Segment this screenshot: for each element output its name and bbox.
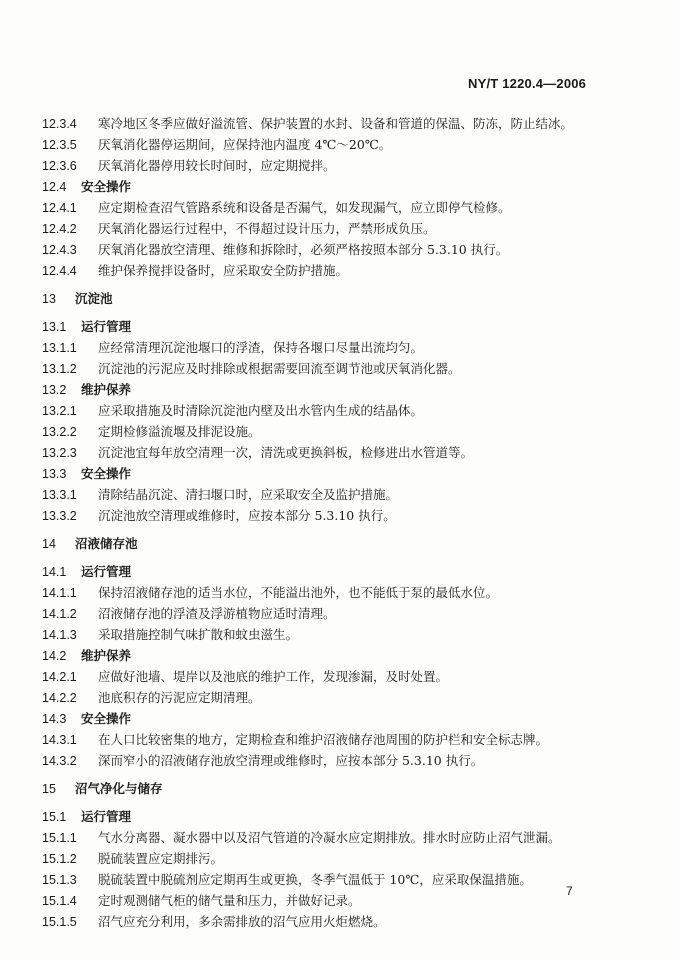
clause-text: 定期检修溢流堰及排泥设施。 [98, 424, 261, 439]
clause-12-4-2 [42, 219, 436, 237]
clause-text: 沉淀池宜每年放空清理一次，清洗或更换斜板，检修进出水管道等。 [98, 445, 474, 460]
clause-number: 12.3.5 [42, 138, 77, 152]
section-title: 安全操作 [81, 179, 132, 194]
clause-14-1-2 [42, 604, 336, 622]
clause-13-3-1 [42, 485, 398, 503]
clause-number: 12.4.1 [42, 201, 77, 215]
clause-13-1-2 [42, 359, 461, 377]
clause-14-2-2 [42, 688, 261, 706]
clause-text: 应做好池墙、堤岸以及池底的维护工作，发现渗漏，及时处置。 [98, 669, 449, 684]
clause-number: 12.4.3 [42, 243, 77, 257]
section-title: 安全操作 [81, 466, 132, 481]
section-title: 运行管理 [81, 319, 132, 334]
chapter-number: 14 [42, 537, 56, 551]
chapter-title: 沼气净化与储存 [75, 781, 163, 796]
clause-number: 12.3.6 [42, 159, 77, 173]
clause-text: 气水分离器、凝水器中以及沼气管道的冷凝水应定期排放。排水时应防止沼气泄漏。 [98, 830, 561, 845]
clause-number: 13.2.2 [42, 425, 77, 439]
clause-number: 12.3.4 [42, 117, 77, 131]
clause-text: 维护保养搅拌设备时，应采取安全防护措施。 [98, 263, 349, 278]
clause-14-3-2 [42, 751, 483, 769]
section-title: 维护保养 [81, 382, 132, 397]
chapter-title: 沉淀池 [75, 291, 113, 306]
clause-15-1-3 [42, 870, 532, 888]
section-number: 14.1 [42, 565, 67, 579]
clause-text: 厌氧消化器停用较长时间时，应定期搅拌。 [98, 158, 336, 173]
clause-text: 深而窄小的沼液储存池放空清理或维修时，应按本部分 5.3.10 执行。 [98, 753, 484, 768]
section-14-3 [42, 709, 131, 727]
section-number: 13.3 [42, 467, 67, 481]
section-number: 14.3 [42, 712, 67, 726]
section-15-1 [42, 807, 131, 825]
clause-14-3-1 [42, 730, 548, 748]
clause-number: 13.2.3 [42, 446, 77, 460]
clause-number: 13.1.1 [42, 341, 77, 355]
clause-text: 厌氧消化器放空清理、维修和拆除时，必须严格按照本部分 5.3.10 执行。 [98, 242, 509, 257]
clause-number: 12.4.4 [42, 264, 77, 278]
clause-text: 应经常清理沉淀池堰口的浮渣，保持各堰口尽量出流均匀。 [98, 340, 424, 355]
clause-number: 14.1.1 [42, 586, 77, 600]
clause-12-3-6 [42, 156, 336, 174]
clause-number: 15.1.2 [42, 852, 77, 866]
clause-text: 寒冷地区冬季应做好溢流管、保护装置的水封、设备和管道的保温、防冻，防止结冰。 [98, 116, 574, 131]
chapter-14 [42, 534, 138, 552]
chapter-13 [42, 289, 113, 307]
clause-15-1-1 [42, 828, 561, 846]
clause-number: 15.1.5 [42, 915, 77, 929]
clause-14-1-1 [42, 583, 498, 601]
clause-text: 清除结晶沉淀、清扫堰口时，应采取安全及监护措施。 [98, 487, 399, 502]
clause-number: 13.3.1 [42, 488, 77, 502]
clause-number: 14.2.2 [42, 691, 77, 705]
section-title: 运行管理 [81, 809, 132, 824]
clause-number: 12.4.2 [42, 222, 77, 236]
section-13-3 [42, 464, 131, 482]
clause-12-4-3 [42, 240, 508, 258]
clause-number: 14.3.1 [42, 733, 77, 747]
clause-text: 厌氧消化器停运期间，应保持池内温度 4℃～20℃。 [98, 137, 392, 152]
clause-13-3-2 [42, 506, 396, 524]
clause-12-3-4 [42, 114, 573, 132]
section-13-2 [42, 380, 131, 398]
clause-number: 13.3.2 [42, 509, 77, 523]
clause-text: 应采取措施及时清除沉淀池内壁及出水管内生成的结晶体。 [98, 403, 424, 418]
clause-12-3-5 [42, 135, 391, 153]
chapter-15 [42, 779, 163, 797]
section-14-1 [42, 562, 131, 580]
clause-number: 15.1.3 [42, 873, 77, 887]
clause-14-1-3 [42, 625, 298, 643]
clause-12-4-4 [42, 261, 348, 279]
chapter-number: 15 [42, 782, 56, 796]
clause-text: 采取措施控制气味扩散和蚊虫滋生。 [98, 627, 299, 642]
clause-15-1-2 [42, 849, 223, 867]
clause-number: 13.1.2 [42, 362, 77, 376]
section-13-1 [42, 317, 131, 335]
clause-text: 脱硫装置中脱硫剂应定期再生或更换，冬季气温低于 10℃，应采取保温措施。 [98, 872, 532, 887]
clause-text: 定时观测储气柜的储气量和压力，并做好记录。 [98, 893, 361, 908]
section-12-4 [42, 177, 131, 195]
clause-12-4-1 [42, 198, 511, 216]
section-number: 13.2 [42, 383, 67, 397]
clause-text: 在人口比较密集的地方，定期检查和维护沼液储存池周围的防护栏和安全标志牌。 [98, 732, 549, 747]
clause-14-2-1 [42, 667, 448, 685]
clause-15-1-5 [42, 912, 386, 930]
page-number: 7 [566, 884, 573, 898]
clause-13-2-3 [42, 443, 473, 461]
clause-15-1-4 [42, 891, 361, 909]
section-number: 12.4 [42, 180, 67, 194]
clause-13-1-1 [42, 338, 423, 356]
chapter-title: 沼液储存池 [75, 536, 138, 551]
clause-number: 14.2.1 [42, 670, 77, 684]
clause-number: 15.1.4 [42, 894, 77, 908]
section-number: 15.1 [42, 810, 67, 824]
chapter-number: 13 [42, 292, 56, 306]
clause-text: 厌氧消化器运行过程中，不得超过设计压力，严禁形成负压。 [98, 221, 436, 236]
clause-text: 应定期检查沼气管路系统和设备是否漏气，如发现漏气，应立即停气检修。 [98, 200, 511, 215]
clause-text: 保持沼液储存池的适当水位，不能溢出池外，也不能低于泵的最低水位。 [98, 585, 499, 600]
section-number: 13.1 [42, 320, 67, 334]
section-title: 运行管理 [81, 564, 132, 579]
clause-number: 14.1.3 [42, 628, 77, 642]
clause-text: 沼气应充分利用，多余需排放的沼气应用火炬燃烧。 [98, 914, 386, 929]
clause-text: 池底积存的污泥应定期清理。 [98, 690, 261, 705]
clause-number: 14.3.2 [42, 754, 77, 768]
clause-13-2-2 [42, 422, 261, 440]
section-14-2 [42, 646, 131, 664]
clause-text: 沉淀池放空清理或维修时，应按本部分 5.3.10 执行。 [98, 508, 396, 523]
clause-text: 沼液储存池的浮渣及浮游植物应适时清理。 [98, 606, 336, 621]
clause-number: 14.1.2 [42, 607, 77, 621]
section-number: 14.2 [42, 649, 67, 663]
clause-number: 15.1.1 [42, 831, 77, 845]
section-title: 安全操作 [81, 711, 132, 726]
clause-text: 脱硫装置应定期排污。 [98, 851, 224, 866]
clause-text: 沉淀池的污泥应及时排除或根据需要回流至调节池或厌氧消化器。 [98, 361, 461, 376]
section-title: 维护保养 [81, 648, 132, 663]
standard-code: NY/T 1220.4—2006 [468, 76, 587, 91]
clause-13-2-1 [42, 401, 423, 419]
clause-number: 13.2.1 [42, 404, 77, 418]
